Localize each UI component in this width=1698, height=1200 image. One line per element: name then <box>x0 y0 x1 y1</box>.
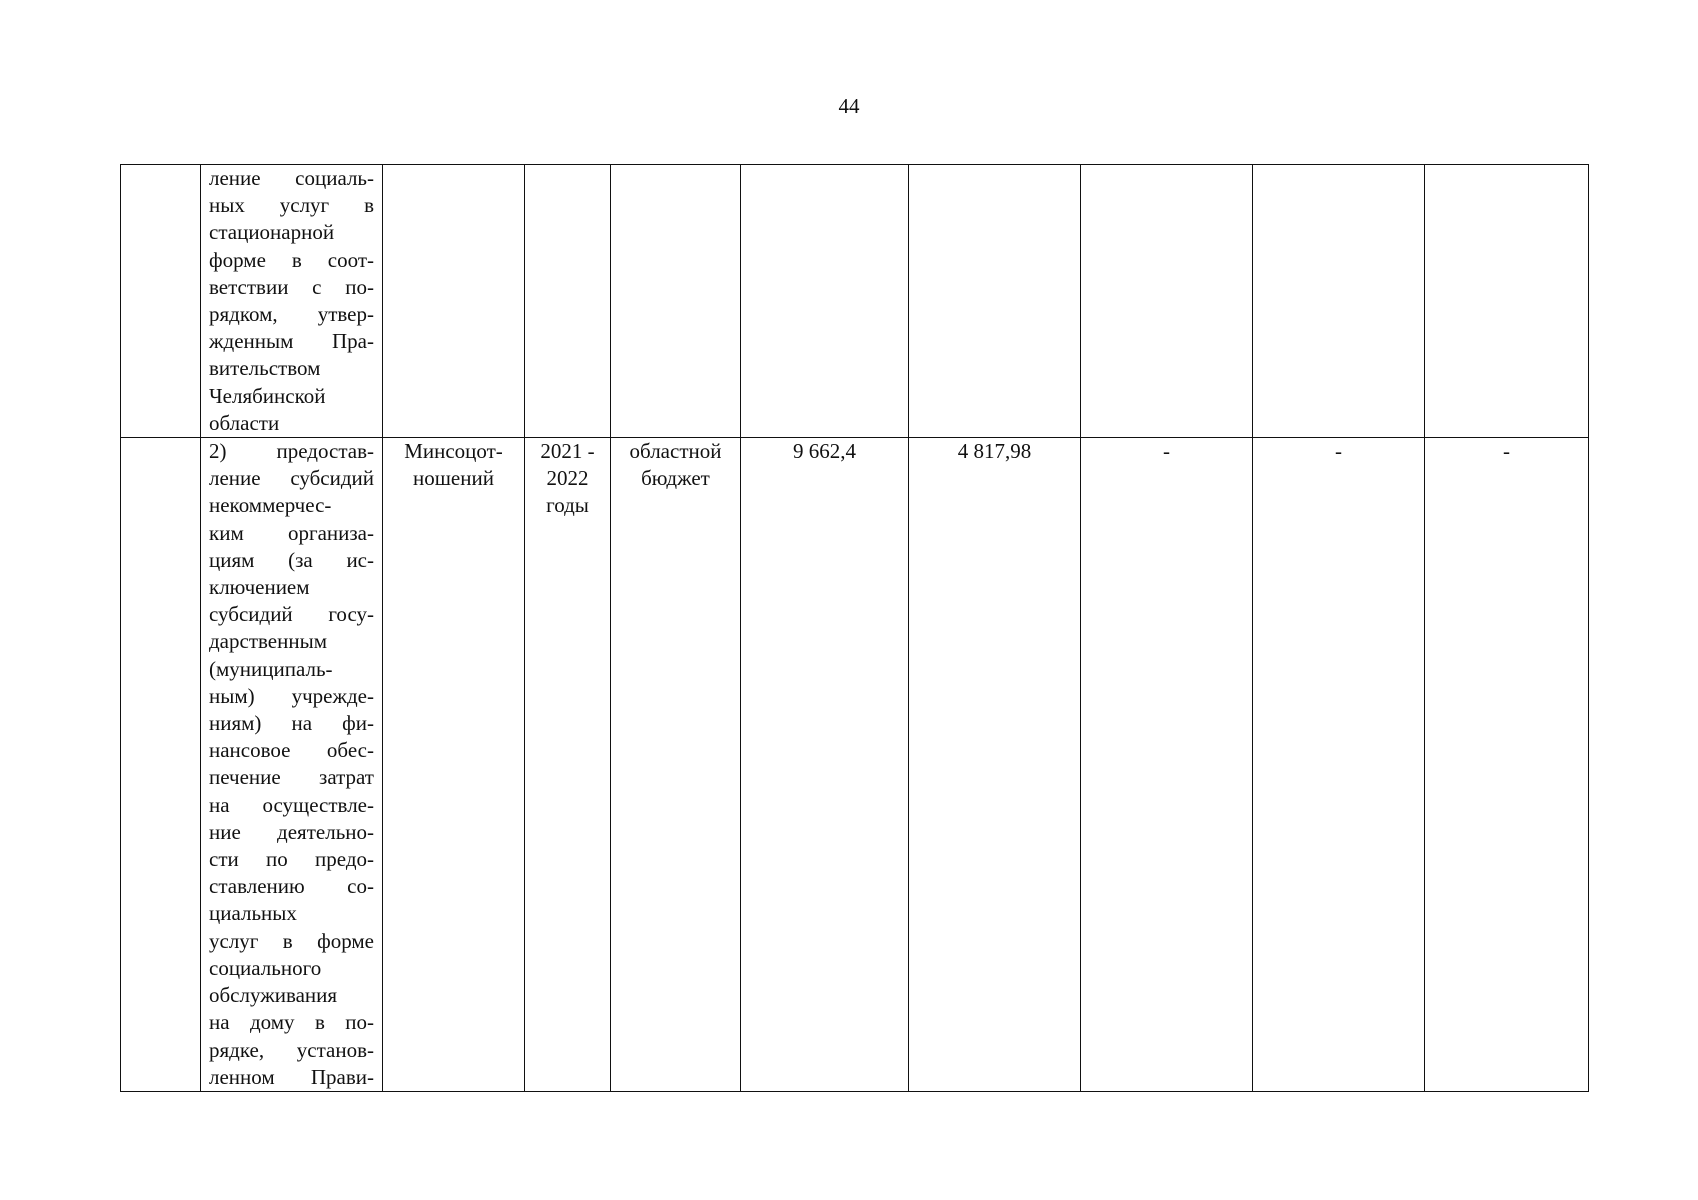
cell-period <box>525 438 611 1092</box>
description-line: циальных <box>209 901 297 926</box>
page-number: 44 <box>838 94 860 118</box>
cell-executor <box>383 438 525 1092</box>
description-line: ных услуг в <box>209 193 374 218</box>
description-line: вительством <box>209 356 321 381</box>
cell-year-4: - <box>1425 438 1589 1092</box>
cell-source <box>611 438 741 1092</box>
description-line: (муниципаль- <box>209 656 333 681</box>
source-line: областной <box>629 439 722 464</box>
cell-total: 9 662,4 <box>741 438 909 1092</box>
table-row <box>121 438 1589 1092</box>
description-line: ление субсидий <box>209 466 374 491</box>
cell-year-1: 4 817,98 <box>909 438 1081 1092</box>
table-row <box>121 165 1589 438</box>
description-line: рядком, утвер- <box>209 302 374 327</box>
description-line: ние деятельно- <box>209 819 374 844</box>
description-line: на дому в по- <box>209 1010 374 1035</box>
description-line: ким организа- <box>209 520 374 545</box>
description-line: ниям) на фи- <box>209 711 374 736</box>
description-line: печение затрат <box>209 765 374 790</box>
cell-total <box>741 165 909 438</box>
description-line: области <box>209 410 280 435</box>
description-line: дарственным <box>209 629 327 654</box>
description-line: на осуществле- <box>209 792 374 817</box>
description-line: ленном Прави- <box>209 1064 374 1089</box>
cell-period <box>525 165 611 438</box>
description-line: ветствии с по- <box>209 274 374 299</box>
period-line: 2021 - <box>540 439 595 464</box>
cell-source <box>611 165 741 438</box>
cell-number <box>121 438 201 1092</box>
description-line: ставлению со- <box>209 874 374 899</box>
description-line: ным) учрежде- <box>209 683 374 708</box>
source-line: бюджет <box>641 466 710 491</box>
cell-year-1 <box>909 165 1081 438</box>
description-line: обслуживания <box>209 983 338 1008</box>
description-line: форме в соот- <box>209 247 374 272</box>
description-line: ключением <box>209 575 310 600</box>
cell-year-3 <box>1253 165 1425 438</box>
description-line: циям (за ис- <box>209 547 374 572</box>
cell-year-4 <box>1425 165 1589 438</box>
cell-year-2: - <box>1081 438 1253 1092</box>
description-line: социального <box>209 955 322 980</box>
description-line: 2) предостав- <box>209 439 374 464</box>
period-line: 2022 <box>546 466 589 491</box>
cell-description <box>201 165 383 438</box>
cell-description <box>201 438 383 1092</box>
description-line: услуг в форме <box>209 928 374 953</box>
cell-executor <box>383 165 525 438</box>
budget-table <box>120 164 1589 1092</box>
description-line: субсидий госу- <box>209 602 374 627</box>
cell-year-3: - <box>1253 438 1425 1092</box>
executor-line: ношений <box>413 466 494 491</box>
description-line: нансовое обес- <box>209 738 374 763</box>
cell-year-2 <box>1081 165 1253 438</box>
cell-number <box>121 165 201 438</box>
description-line: стационарной <box>209 220 335 245</box>
description-line: некоммерчес- <box>209 493 332 518</box>
description-line: Челябинской <box>209 383 326 408</box>
description-line: жденным Пра- <box>209 329 374 354</box>
period-line: годы <box>546 493 589 518</box>
description-line: рядке, установ- <box>209 1037 374 1062</box>
executor-line: Минсоцот- <box>404 439 503 464</box>
description-line: ление социаль- <box>209 166 374 190</box>
description-line: сти по предо- <box>209 847 374 872</box>
